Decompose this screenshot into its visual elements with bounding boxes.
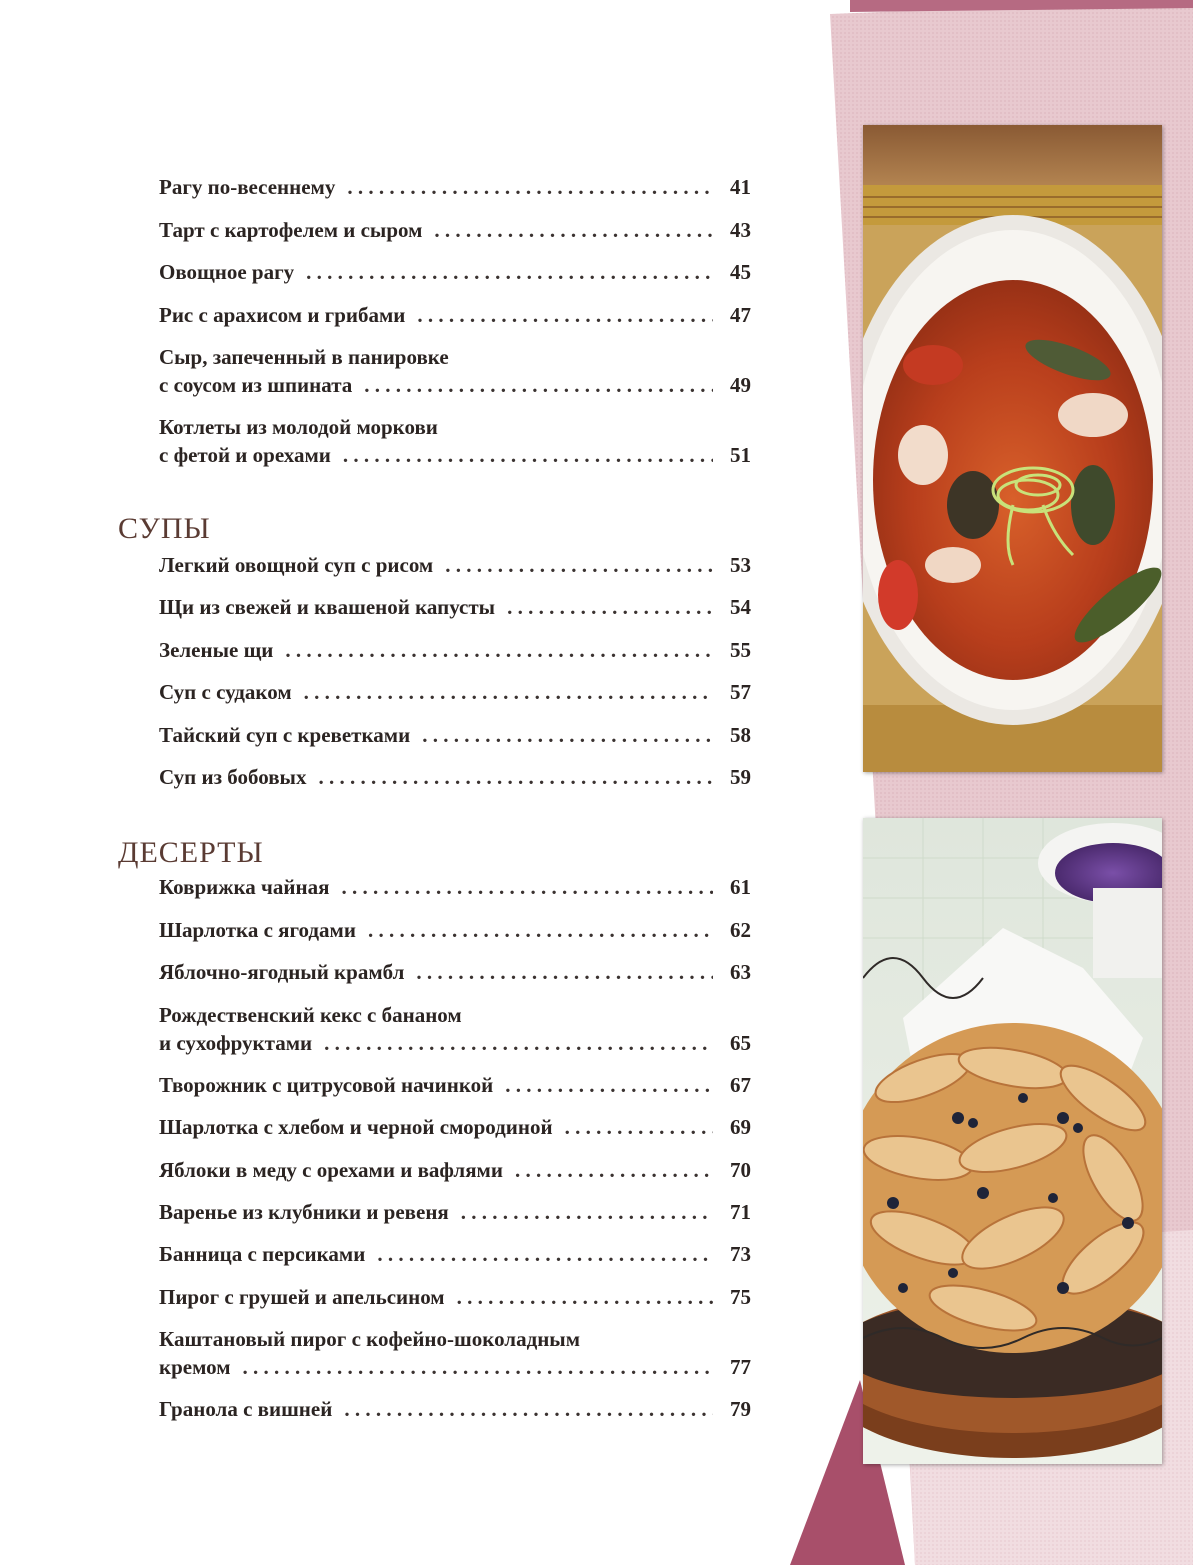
toc-entry-title: Рождественский кекс с бананом [159, 1003, 462, 1027]
toc-entry[interactable] [159, 873, 751, 901]
dot-leader [445, 551, 713, 579]
section-title-desserts: ДЕСЕРТЫ [118, 836, 264, 869]
toc-entry[interactable] [159, 1156, 751, 1184]
soup-bowl-photo [863, 125, 1162, 772]
dot-leader [324, 1029, 713, 1057]
toc-entry[interactable] [159, 636, 751, 664]
toc-entry-title: с соусом из шпината [159, 373, 353, 397]
toc-page-number: 54 [730, 595, 751, 619]
toc-page-number: 69 [730, 1115, 751, 1139]
dot-leader [457, 1283, 713, 1311]
dot-leader [416, 958, 713, 986]
toc-entry-title: Творожник с цитрусовой начинкой [159, 1073, 494, 1097]
toc-entry-title: Яблоки в меду с орехами и вафлями [159, 1158, 503, 1182]
toc-entry-title: Банница с персиками [159, 1242, 366, 1266]
toc-entry[interactable] [159, 1001, 751, 1057]
dot-leader [243, 1353, 713, 1381]
toc-entry[interactable] [159, 1240, 751, 1268]
toc-entry[interactable] [159, 1325, 751, 1381]
toc-entry[interactable] [159, 1283, 751, 1311]
toc-page-number: 57 [730, 680, 751, 704]
toc-page-number: 77 [730, 1355, 751, 1379]
toc-entry[interactable] [159, 551, 751, 579]
toc-page-number: 71 [730, 1200, 751, 1224]
toc-entry-title: Тайский суп с креветками [159, 723, 411, 747]
dot-leader [461, 1198, 713, 1226]
toc-entry[interactable] [159, 721, 751, 749]
toc-entry-title: Суп с судаком [159, 680, 292, 704]
section-title-soups: СУПЫ [118, 512, 211, 545]
dot-leader [318, 763, 713, 791]
dot-leader [344, 1395, 713, 1423]
toc-entry-title: Тарт с картофелем и сыром [159, 218, 423, 242]
dot-leader [364, 371, 713, 399]
toc-entry-title: Шарлотка с хлебом и черной смородиной [159, 1115, 553, 1139]
toc-entry-title: Легкий овощной суп с рисом [159, 553, 434, 577]
dot-leader [505, 1071, 713, 1099]
dot-leader [507, 593, 713, 621]
toc-page-number: 70 [730, 1158, 751, 1182]
toc-entry-title: Сыр, запеченный в панировке [159, 345, 449, 369]
toc-entry-title: Зеленые щи [159, 638, 274, 662]
toc-page-number: 55 [730, 638, 751, 662]
toc-entry-title: Рагу по-весеннему [159, 175, 336, 199]
toc-page-number: 41 [730, 175, 751, 199]
toc-entry-title: Котлеты из молодой моркови [159, 415, 438, 439]
toc-entry[interactable] [159, 958, 751, 986]
toc-entry[interactable] [159, 343, 751, 399]
dot-leader [285, 636, 713, 664]
toc-page-number: 79 [730, 1397, 751, 1421]
fruit-pie-photo [863, 818, 1162, 1464]
toc-entry[interactable] [159, 1395, 751, 1423]
soup-bowl-icon [863, 125, 1162, 772]
toc-entry[interactable] [159, 1113, 751, 1141]
toc-entry-title: Щи из свежей и квашеной капусты [159, 595, 496, 619]
dot-leader [422, 721, 713, 749]
toc-entry[interactable] [159, 413, 751, 469]
dot-leader [347, 173, 713, 201]
toc-entry-title: Каштановый пирог с кофейно-шоколадным [159, 1327, 580, 1351]
toc-page-number: 45 [730, 260, 751, 284]
toc-entry-title: и сухофруктами [159, 1031, 313, 1055]
toc-page-number: 43 [730, 218, 751, 242]
toc-entry-title: Яблочно-ягодный крамбл [159, 960, 405, 984]
toc-entry[interactable] [159, 216, 751, 244]
toc-entry-title: Шарлотка с ягодами [159, 918, 356, 942]
toc-entry-title: Гранола с вишней [159, 1397, 333, 1421]
dot-leader [565, 1113, 713, 1141]
dot-leader [341, 873, 713, 901]
toc-entry[interactable] [159, 678, 751, 706]
toc-page-number: 49 [730, 373, 751, 397]
dot-leader [417, 301, 713, 329]
toc-entry-title: Овощное рагу [159, 260, 295, 284]
toc-page-number: 73 [730, 1242, 751, 1266]
toc-page-number: 75 [730, 1285, 751, 1309]
toc-entry[interactable] [159, 916, 751, 944]
toc-entry-title: с фетой и орехами [159, 443, 331, 467]
toc-page-number: 51 [730, 443, 751, 467]
toc-page-number: 65 [730, 1031, 751, 1055]
toc-entry[interactable] [159, 593, 751, 621]
toc-page-number: 63 [730, 960, 751, 984]
toc-page-number: 58 [730, 723, 751, 747]
toc-entry[interactable] [159, 173, 751, 201]
toc-entry[interactable] [159, 258, 751, 286]
toc-entry-title: кремом [159, 1355, 231, 1379]
toc-entry-title: Варенье из клубники и ревеня [159, 1200, 449, 1224]
toc-page-number: 47 [730, 303, 751, 327]
dot-leader [377, 1240, 713, 1268]
toc-entry-title: Суп из бобовых [159, 765, 307, 789]
toc-entry[interactable] [159, 301, 751, 329]
dot-leader [306, 258, 713, 286]
fruit-pie-icon [863, 818, 1162, 1464]
dot-leader [434, 216, 713, 244]
toc-page-number: 59 [730, 765, 751, 789]
dot-leader [368, 916, 713, 944]
toc-entry-title: Пирог с грушей и апельсином [159, 1285, 445, 1309]
toc-entry[interactable] [159, 1071, 751, 1099]
toc-entry-title: Коврижка чайная [159, 875, 330, 899]
toc-entry[interactable] [159, 1198, 751, 1226]
dot-leader [515, 1156, 713, 1184]
toc-page-number: 62 [730, 918, 751, 942]
dot-leader [343, 441, 713, 469]
toc-page-number: 53 [730, 553, 751, 577]
dot-leader [304, 678, 713, 706]
toc-page-number: 61 [730, 875, 751, 899]
toc-page-number: 67 [730, 1073, 751, 1097]
toc-entry[interactable] [159, 763, 751, 791]
toc-entry-title: Рис с арахисом и грибами [159, 303, 406, 327]
